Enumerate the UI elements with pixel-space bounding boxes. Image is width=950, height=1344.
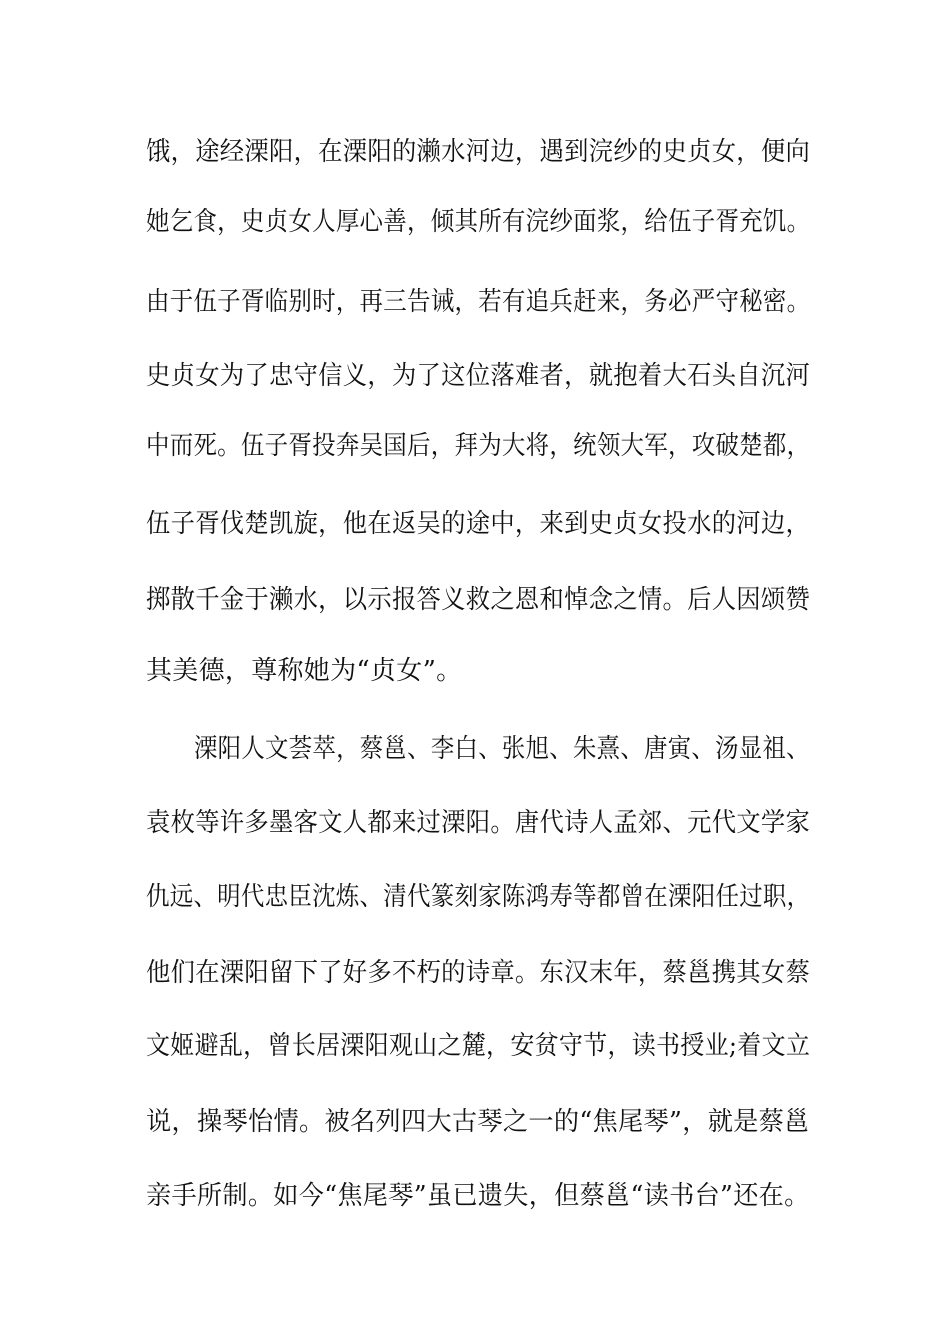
text-line: 史贞女为了忠守信义，为了这位落难者，就抱着大石头自沉河 bbox=[146, 361, 811, 391]
text-line: 其美德，尊称她为“贞女”。 bbox=[146, 656, 463, 686]
text-line: 说，操琴怡情。被名列四大古琴之一的“焦尾琴”，就是蔡邕 bbox=[146, 1107, 810, 1137]
text-line: 袁枚等许多墨客文人都来过溧阳。唐代诗人孟郊、元代文学家 bbox=[146, 808, 811, 838]
text-line: 掷散千金于濑水，以示报答义救之恩和悼念之情。后人因颂赞 bbox=[146, 585, 811, 615]
text-line: 由于伍子胥临别时，再三告诫，若有追兵赶来，务必严守秘密。 bbox=[146, 287, 811, 317]
text-line: 中而死。伍子胥投奔吴国后，拜为大将，统领大军，攻破楚都， bbox=[146, 431, 811, 461]
text-line: 伍子胥伐楚凯旋，他在返吴的途中，来到史贞女投水的河边， bbox=[146, 509, 811, 539]
text-line: 他们在溧阳留下了好多不朽的诗章。东汉末年，蔡邕携其女蔡 bbox=[146, 958, 811, 988]
text-line: 亲手所制。如今“焦尾琴”虽已遗失，但蔡邕“读书台”还在。 bbox=[146, 1181, 810, 1211]
text-line: 仇远、明代忠臣沈炼、清代篆刻家陈鸿寿等都曾在溧阳任过职， bbox=[146, 882, 811, 912]
text-line: 溧阳人文荟萃，蔡邕、李白、张旭、朱熹、唐寅、汤显祖、 bbox=[194, 734, 810, 764]
text-line: 文姬避乱，曾长居溧阳观山之麓，安贫守节，读书授业;着文立 bbox=[146, 1031, 811, 1061]
text-line: 饿，途经溧阳，在溧阳的濑水河边，遇到浣纱的史贞女，便向 bbox=[146, 137, 811, 167]
text-line: 她乞食，史贞女人厚心善，倾其所有浣纱面浆，给伍子胥充饥。 bbox=[146, 207, 811, 237]
